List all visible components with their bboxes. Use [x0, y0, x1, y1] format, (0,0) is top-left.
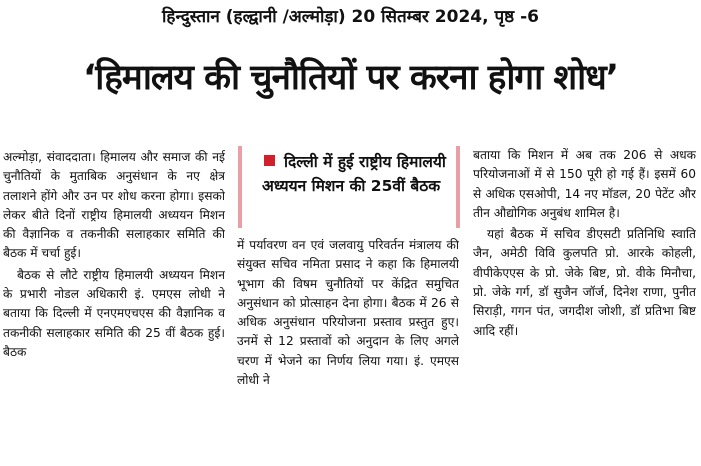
kicker-label: दिल्ली में हुई राष्ट्रीय हिमालयी अध्ययन मिशन की 25वीं बैठक: [262, 153, 446, 195]
paragraph: बैठक से लौटे राष्ट्रीय हिमालयी अध्ययन मिशन के प्रभारी नोडल अधिकारी इं. एमएस लोधी ने बताया कि दिल्ली में एनएमएचएस की वैज्ञानिक व तकनीकी सलाहकार समिति की 25 वीं बैठक हुई। बैठक: [3, 267, 225, 359]
paragraph: बताया कि मिशन में अब तक 206 से अधक परियोजनाओं में से 150 पूरी हो गई हैं। इसमें 60 से अधिक एसओपी, 14 नए मॉडल, 20 पेटेंट और तीन औद्योगिक अनुबंध शामिल है।: [473, 148, 696, 220]
kicker-box: [238, 146, 460, 228]
kicker-text: [262, 150, 452, 198]
headline: ‘हिमालय की चुनौतियों पर करना होगा शोध’: [82, 58, 619, 98]
article-column-3: [473, 146, 696, 466]
paragraph: यहां बैठक में सचिव डीएसटी प्रतिनिधि स्वाति जैन, अमेठी विवि कुलपति प्रो. आरके कोहली, वीपीकेएएस के प्रो. जेके बिष्ट, प्रो. वीके मिनौचा, प्रो. जेके गर्ग, डॉ सुजैन जॉर्ज, दिनेश राणा, पुनीत सिराड़ी, गगन पंत, जगदीश जोशी, डॉ प्रतिभा बिष्ट आदि रहीं।: [473, 227, 696, 338]
paragraph: अल्मोड़ा, संवाददाता। हिमालय और समाज की नई चुनौतियों के मुताबिक अनुसंधान के नए क्षेत्र तलाशने होंगे और उन पर शोध करना होगा। इसको लेकर बीते दिनों राष्ट्रीय हिमालयी अध्ययन मिशन की वैज्ञानिक व तकनीकी सलाहकार समिति की बैठक में चर्चा हुई।: [3, 150, 225, 261]
masthead: हिन्दुस्तान (हल्द्वानी /अल्मोड़ा) 20 सितम्बर 2024, पृष्ठ -6: [162, 7, 539, 27]
article-column-2: [237, 236, 459, 466]
paragraph: में पर्यावरण वन एवं जलवायु परिवर्तन मंत्रालय की संयुक्त सचिव नमिता प्रसाद ने कहा कि हिमालयी भूभाग की विषम चुनौतियों पर केंद्रित समुचित अनुसंधान को प्रोत्साहन देना होगा। बैठक में 26 से अधिक अनुसंधान परियोजना प्रस्ताव प्रस्तुत हुए। उनमें से 12 प्रस्तावों को अनुदान के लिए अगले चरण में भेजने का निर्णय लिया गया। इं. एमएस लोधी ने: [237, 238, 459, 388]
article-column-1: [3, 148, 225, 466]
